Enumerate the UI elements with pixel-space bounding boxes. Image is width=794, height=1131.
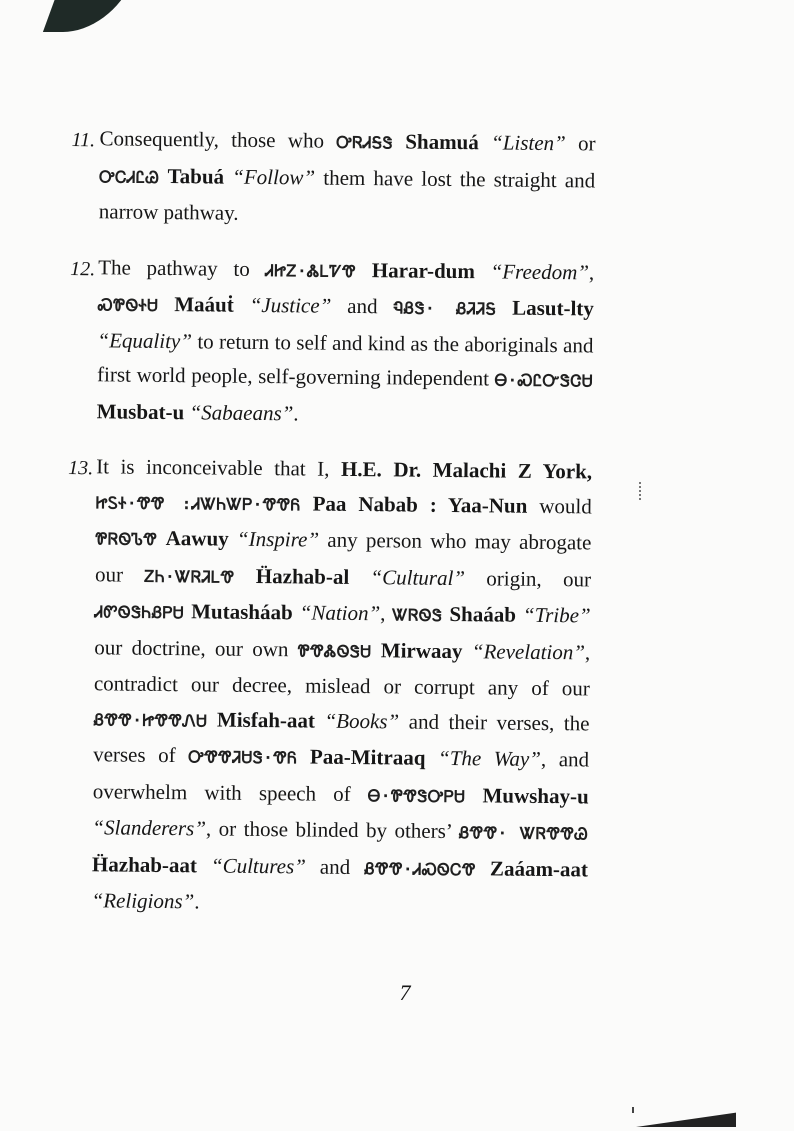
transliterated-term: Zaáam-aat [489,855,589,881]
transliterated-term: Lasut-lty [512,295,594,321]
paragraph-number: 12. [70,257,96,280]
script-glyphs: ᏰᏡᏡ·ᏥᏡᏡᏁᏌ [93,709,208,730]
page-content [63,100,596,935]
term-gloss: “The Way” [437,745,542,771]
author-name: H.E. Dr. Malachi Z York, [340,456,593,484]
transliterated-term: Muwshay-u [482,782,589,808]
script-glyphs: ᏈᏡᏜᏫᏕᏌ [297,640,372,661]
term-gloss: “Cultures” [210,852,307,878]
term-gloss: “Justice” [249,292,332,318]
script-glyphs: ᏈᏒᏫᏖᏡ [95,529,158,549]
transliterated-term: Mutasháab [191,599,293,625]
term-gloss: “Follow” [232,164,316,190]
script-glyphs: ᎤᏡᏡᏘᏌᏕ·ᏡᏲ [188,747,298,768]
transliterated-term: Maáuṫ [174,292,234,317]
script-glyphs: Ꮎ·ᏍᏝᏅᏕᏣᏌ [494,370,594,391]
transliterated-term: Tabuá [167,163,225,189]
transliterated-term: Misfah-aat [216,707,316,733]
term-gloss: “Listen” [490,130,566,156]
term-gloss: “Freedom” [490,258,590,284]
script-glyphs: ᏗᏥᏃ·ᏜᏞᏤᏡ [265,260,357,281]
term-gloss: “Cultural” [370,564,466,590]
numbered-paragraph-12: 12. The pathway to ᏗᏥᏃ·ᏜᏞᏤᏡ Harar-dum “Freedom”, ᏍᏈᏫᏐᏌ Maáuṫ “Justice” and ᏄᏰᏕ· ᏰᏘᏘᎦ Lasut-lty “Equality” to return to self and kind as the aboriginals and first world people, self-governing independent Ꮎ·ᏍᏝᏅᏕᏣᏌ Musbat-u “Sabaeans”. [69,249,595,433]
term-gloss: “Nation” [299,600,381,626]
script-glyphs: Ꮎ·ᏈᏡᏕᎤᏢᏌ [367,785,466,806]
page-corner-shadow-top [43,0,131,32]
paragraph-number: 13. [68,456,94,480]
script-glyphs: ᏍᏈᏫᏐᏌ [97,295,159,315]
margin-mark-bottom [632,1107,634,1113]
script-glyphs: ᏰᏡᏡ· ᏔᏒᏡᏡᏊ [458,823,589,844]
script-glyphs: ᏄᏰᏕ· ᏰᏘᏘᎦ [393,298,497,319]
transliterated-term: Shaáab [449,601,517,627]
transliterated-term: Ḧazhab-aat [91,851,198,877]
term-gloss: “Religions” [91,888,195,914]
transliterated-term: Musbat-u [96,398,185,424]
term-gloss: “Revelation” [471,638,586,664]
transliterated-term: Mirwaay [380,637,463,663]
term-gloss: “Equality” [97,327,193,353]
script-glyphs: ᏔᏒᏫᏕ [392,605,443,625]
page-number: 7 [399,980,411,1005]
script-glyphs: ᎤᏟᏗᏝᏊ [99,166,160,187]
transliterated-term: Paa-Mitraaq [309,744,426,770]
script-glyphs: ᎤᏒᏗᎦᏕ [336,132,394,153]
transliterated-term: Ḧazhab-al [255,563,350,589]
term-gloss: “Inspire” [236,526,320,552]
term-gloss: “Sabaeans” [189,399,294,425]
term-gloss: “Slanderers” [92,815,207,841]
script-glyphs: ᏃᏂ·ᏔᏒᏘᏞᏡ [144,566,235,587]
script-glyphs: ᏥᏚᏐ·ᏡᏡ :ᏗᏔᏂᏔᏢ·ᏡᏡᏲ [95,492,301,514]
margin-mark [639,482,644,500]
transliterated-term: Shamuá [405,129,479,155]
term-gloss: “Tribe” [522,602,591,628]
transliterated-term: Paa Nabab : Yaa-Nun [312,491,528,518]
script-glyphs: ᏗᏛᏫᏕᏂᏰᏢᏌ [94,602,185,623]
script-glyphs: ᏰᏡᏡ·ᏗᏍᏫᏟᏡ [364,858,477,879]
paragraph-number: 11. [71,128,96,152]
numbered-paragraph-13: 13. It is inconceivable that I, H.E. Dr. Malachi Z York, ᏥᏚᏐ·ᏡᏡ :ᏗᏔᏂᏔᏢ·ᏡᏡᏲ Paa Nabab : Yaa-Nun would ᏈᏒᏫᏖᏡ Aawuy “Inspire” any person who may abrogate our ᏃᏂ·ᏔᏒᏘᏞᏡ Ḧazhab-al “Cultural” origin, our ᏗᏛᏫᏕᏂᏰᏢᏌ Mutasháab “Nation”, ᏔᏒᏫᏕ Shaáab “Tribe” our doctrine, our own ᏈᏡᏜᏫᏕᏌ Mirwaay “Revelation”, contradict our decree, mislead or corrupt any of our ᏰᏡᏡ·ᏥᏡᏡᏁᏌ Misfah-aat “Books” and their verses, the verses of ᎤᏡᏡᏘᏌᏕ·ᏡᏲ Paa-Mitraaq “The Way”, and overwhelm with speech of Ꮎ·ᏈᏡᏕᎤᏢᏌ Muwshay-u “Slanderers”, or those blinded by others’ ᏰᏡᏡ· ᏔᏒᏡᏡᏊ Ḧazhab-aat “Cultures” and ᏰᏡᏡ·ᏗᏍᏫᏟᏡ Zaáam-aat “Religions”. [63,449,592,923]
transliterated-term: Harar-dum [371,257,476,283]
page-corner-shadow-bottom [636,1111,736,1127]
transliterated-term: Aawuy [165,526,229,551]
term-gloss: “Books” [324,708,400,733]
numbered-paragraph-11: 11. Consequently, those who ᎤᏒᏗᎦᏕ Shamuá “Listen” or ᎤᏟᏗᏝᏊ Tabuá “Follow” them have lost the straight and narrow pathway. [71,121,596,234]
